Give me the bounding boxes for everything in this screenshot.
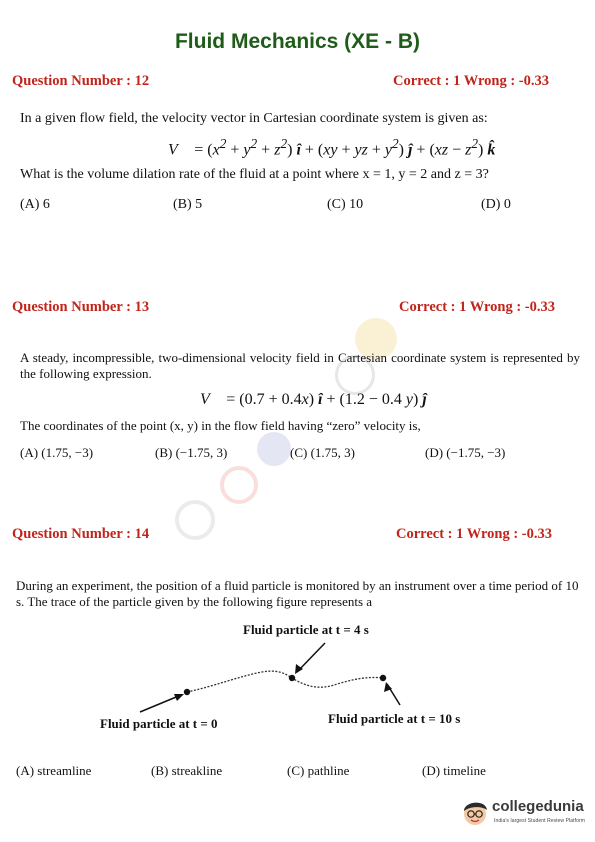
question-13-number: Question Number : 13 [12, 299, 150, 315]
question-12-question: What is the volume dilation rate of the fluid at a point where x = 1, y = 2 and z = 3? [20, 167, 489, 182]
question-13-text: A steady, incompressible, two-dimensional velocity field in Cartesian coordinate system is represented by the following expression. [20, 350, 580, 381]
question-14-marks: Correct : 1 Wrong : -0.33 [396, 526, 552, 542]
question-13-option-c[interactable]: (C) (1.75, 3) [290, 445, 355, 460]
question-12-option-a[interactable]: (A) 6 [20, 197, 50, 212]
particle-trace-path [187, 671, 383, 692]
question-13-option-a[interactable]: (A) (1.75, −3) [20, 445, 94, 460]
particle-start-dot [184, 689, 190, 695]
arrow-t0-line [140, 695, 181, 712]
collegedunia-logo-tagline: India's largest Student Review Platform [494, 818, 586, 824]
collegedunia-logo-text: collegedunia [492, 798, 584, 815]
question-14-option-a[interactable]: (A) streamline [16, 763, 92, 778]
collegedunia-mascot-icon [458, 795, 492, 829]
figure-label-t10: Fluid particle at t = 10 s [328, 711, 461, 726]
question-12-option-b[interactable]: (B) 5 [173, 197, 203, 212]
arrow-t4-line [297, 643, 325, 672]
question-13-option-b[interactable]: (B) (−1.75, 3) [155, 445, 228, 460]
figure-label-t0: Fluid particle at t = 0 [100, 716, 218, 731]
question-14-number: Question Number : 14 [12, 526, 150, 542]
question-12-velocity-equation: V⃗ = $(x^2 + y^2 + z^2)$ î + (xy + yz + $y^2$) ĵ + $(xz - z^2)$ k̂ [168, 136, 496, 159]
question-14-option-b[interactable]: (B) streakline [151, 763, 223, 778]
question-12-marks: Correct : 1 Wrong : -0.33 [393, 73, 549, 89]
question-13-question: The coordinates of the point (x, y) in the flow field having “zero” velocity is, [20, 418, 421, 433]
arrow-t0-head [174, 694, 184, 701]
question-14-text: During an experiment, the position of a fluid particle is monitored by an instrument over a time period of 10 s. The trace of the particle given by the following figure represents a [16, 578, 579, 609]
question-12-text: In a given flow field, the velocity vector in Cartesian coordinate system is given as: [20, 111, 488, 126]
question-13-marks: Correct : 1 Wrong : -0.33 [399, 299, 555, 315]
question-14-option-d[interactable]: (D) timeline [422, 763, 486, 778]
question-12-option-c[interactable]: (C) 10 [327, 197, 364, 212]
figure-label-t4: Fluid particle at t = 4 s [243, 622, 369, 637]
question-12-option-d[interactable]: (D) 0 [481, 197, 511, 212]
particle-t4-dot [289, 675, 295, 681]
question-13-velocity-equation: V⃗ = (0.7 + 0.4x) î + (1.2 − 0.4 y) ĵ [200, 391, 427, 408]
question-14-option-c[interactable]: (C) pathline [287, 763, 350, 778]
particle-end-dot [380, 675, 386, 681]
page-title: Fluid Mechanics (XE - B) [174, 30, 421, 53]
arrow-t4-head [295, 664, 303, 674]
question-13-option-d[interactable]: (D) (−1.75, −3) [425, 445, 506, 460]
question-12-number: Question Number : 12 [12, 73, 150, 89]
